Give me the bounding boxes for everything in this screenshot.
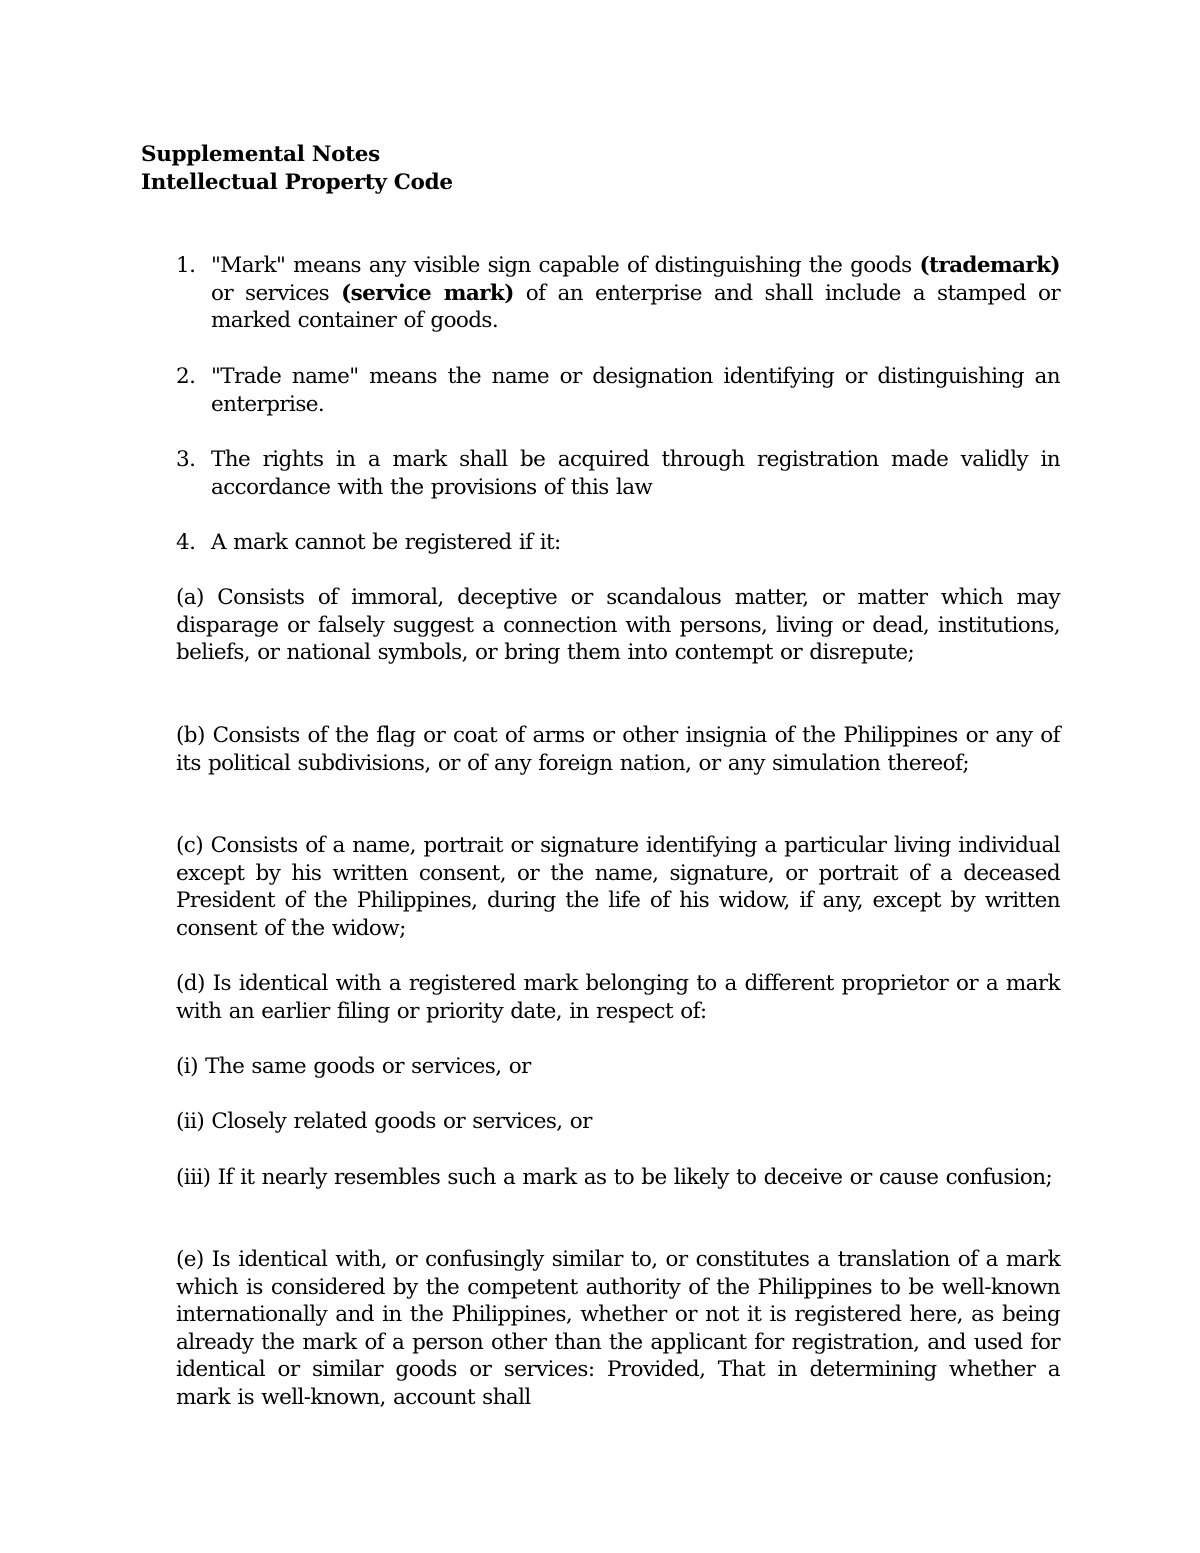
item-text: or services bbox=[211, 280, 342, 306]
document-title-line-1: Supplemental Notes bbox=[141, 142, 380, 167]
clause-a: (a) Consists of immoral, deceptive or scandalous matter, or matter which may disparage or falsely suggest a connection with persons, living or dead, institutions, beliefs, or national symbols, or bring them into contempt or disrepute; bbox=[176, 585, 1060, 666]
item-text: "Trade name" means the name or designation identifying or distinguishing an enterprise. bbox=[211, 364, 1060, 417]
clause-c: (c) Consists of a name, portrait or signature identifying a particular living individual except by his written consent, or the name, signature, or portrait of a deceased President of the Philippines, during the life of his widow, if any, except by written consent of the widow; bbox=[176, 833, 1060, 941]
clause-b: (b) Consists of the flag or coat of arms or other insignia of the Philippines or any of its political subdivisions, or of any foreign nation, or any simulation thereof; bbox=[176, 723, 1060, 776]
clause-d: (d) Is identical with a registered mark belonging to a different proprietor or a mark with an earlier filing or priority date, in respect of: bbox=[176, 971, 1060, 1024]
clause-ii: (ii) Closely related goods or services, or bbox=[176, 1109, 592, 1134]
clause-iii: (iii) If it nearly resembles such a mark as to be likely to deceive or cause confusion; bbox=[176, 1165, 1053, 1190]
list-number: 4. bbox=[176, 530, 196, 555]
list-item-2 bbox=[176, 363, 1060, 418]
item-text: of an enterprise and shall include a stamped or marked container of goods. bbox=[211, 280, 1060, 334]
list-number: 2. bbox=[176, 364, 196, 389]
trademark-term: (trademark) bbox=[919, 253, 1060, 278]
item-text: "Mark" means any visible sign capable of distinguishing the goods bbox=[211, 253, 920, 278]
item-text: The rights in a mark shall be acquired through registration made validly in accordance with the provisions of this law bbox=[211, 447, 1060, 500]
item-text: A mark cannot be registered if it: bbox=[211, 530, 561, 555]
list-number: 1. bbox=[176, 253, 196, 278]
clause-e: (e) Is identical with, or confusingly similar to, or constitutes a translation of a mark which is considered by the competent authority of the Philippines to be well-known internationally and in the Philippines, whether or not it is registered here, as being already the mark of a person other than the applicant for registration, and used for identical or similar goods or services: Provided, That in determining whether a mark is well-known, account shall bbox=[176, 1247, 1060, 1410]
list-number: 3. bbox=[176, 447, 196, 472]
list-item-1 bbox=[176, 252, 1060, 335]
list-item-4 bbox=[176, 529, 1060, 557]
clause-i: (i) The same goods or services, or bbox=[176, 1054, 531, 1079]
service-mark-term: (service mark) bbox=[341, 280, 514, 306]
document-title-line-2: Intellectual Property Code bbox=[141, 170, 453, 195]
list-item-3 bbox=[176, 446, 1060, 501]
